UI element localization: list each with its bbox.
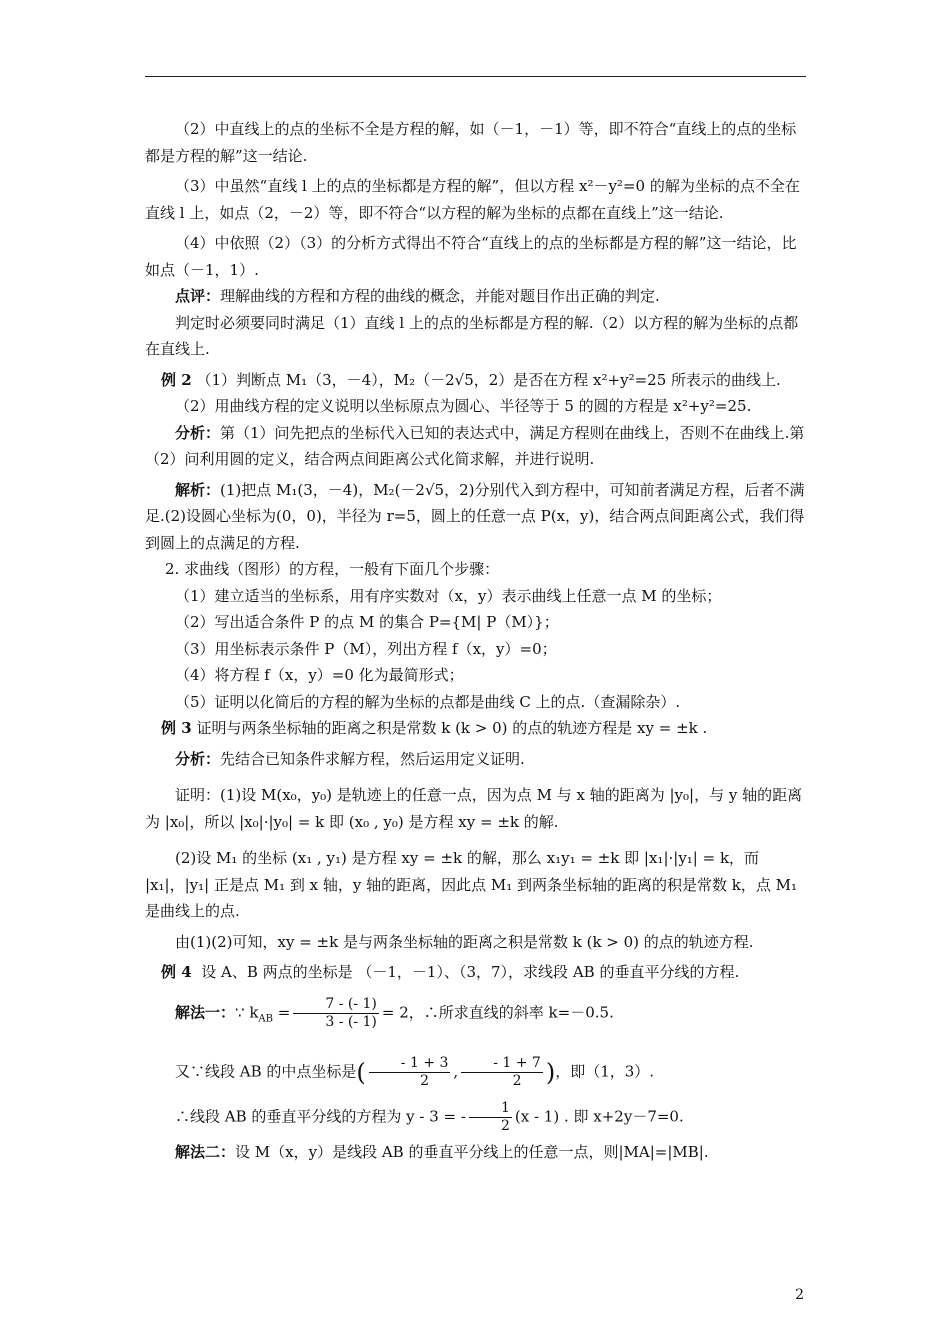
step-3: （3）用坐标表示条件 P（M），列出方程 f（x，y）=0；: [175, 639, 557, 658]
example-3-proof-2: (2)设 M₁ 的坐标 (x₁ , y₁) 是方程 xy = ±k 的解，那么 x₁y₁ = ±k 即 |x₁|·|y₁| = k，而 |x₁|，|y₁| 正是点 M₁ 到 x 轴，y 轴的距离，因此点 M₁ 到两条坐标轴的距离的积是常数 k，点 M₁ 是曲线上的点.: [145, 849, 797, 920]
ex3-analysis-text: 先结合已知条件求解方程，然后运用定义证明.: [220, 749, 525, 768]
comment-label: 点评：: [175, 287, 221, 305]
bisector-fraction: [469, 1100, 512, 1135]
bisector-text: ∴线段 AB 的垂直平分线的方程为 y - 3 = -: [175, 1107, 466, 1125]
solution-2-text: 设 M（x，y）是线段 AB 的垂直平分线上的任意一点，则|MA|=|MB|.: [235, 1142, 709, 1161]
example-4-label: 例 4: [161, 963, 192, 981]
example-2-analysis: [145, 420, 806, 473]
slope-subscript: AB: [258, 1013, 273, 1024]
example-4-q-text: 设 A、B 两点的坐标是 （－1，－1）、（3，7），求线段 AB 的垂直平分线的方程.: [201, 963, 740, 981]
midpoint-x-fraction: [369, 1055, 451, 1090]
example-3-conclusion: 由(1)(2)可知，xy = ±k 是与两条坐标轴的距离之积是常数 k (k > 0) 的点的轨迹方程.: [175, 932, 754, 951]
example-3-analysis: [145, 746, 806, 773]
example-3-question: [145, 715, 806, 742]
example-2-solution: [145, 477, 806, 557]
paragraph-analysis-3: （3）中虽然“直线 l 上的点的坐标都是方程的解”，但以方程 x²－y²=0 的解为坐标的点不全在直线 l 上，如点（2，－2）等，即不符合“以方程的解为坐标的点都在直线上”这一结论.: [145, 177, 800, 222]
paragraph-analysis-4: （4）中依照（2）（3）的分析方式得出不符合“直线上的点的坐标都是方程的解”这一结论，比如点（－1，1）.: [145, 234, 797, 279]
midpoint-result: ，即（1，3）.: [555, 1062, 655, 1080]
solution-2-label: 解法二：: [175, 1142, 236, 1161]
midpoint-line: 又∵线段 AB 的中点坐标是( $\frac{- 1 + 3}{2}$ , $\frac{- 1 + 7}{2}$ )，即（1，3）.: [175, 1054, 655, 1089]
midpoint-y-fraction: [461, 1055, 543, 1090]
slope-fraction: [293, 996, 379, 1031]
step-2: （2）写出适合条件 P 的点 M 的集合 P={M| P（M）}；: [175, 613, 559, 631]
close-paren: ): [545, 1057, 556, 1086]
example-4-question: [145, 959, 806, 986]
example-2-q1-text: （1）判断点 M₁（3，－4），M₂（－2√5，2）是否在方程 x²+y²=25 所表示的曲线上.: [196, 370, 781, 389]
midpoint-text: 又∵线段 AB 的中点坐标是: [175, 1062, 357, 1080]
slope-denominator: 3 - (- 1): [325, 1013, 377, 1030]
example-2-question-1: [145, 367, 806, 394]
example-2-label: 例 2: [161, 370, 192, 389]
slope-symbol: ∵ k: [235, 1003, 259, 1021]
page-number: 2: [795, 1287, 804, 1303]
example-3-proof-1: 证明：(1)设 M(x₀，y₀) 是轨迹上的任意一点，因为点 M 与 x 轴的距离为 |y₀|，与 y 轴的距离为 |x₀|，所以 |x₀|·|y₀| = k 即 (x₀ , y₀) 是方程 xy = ±k 的解.: [145, 786, 803, 831]
analysis-text: 第（1）问先把点的坐标代入已知的表达式中，满足方程则在曲线上，否则不在曲线上.第（2）问利用圆的定义，结合两点间距离公式化简求解，并进行说明.: [145, 423, 805, 468]
slope-result: = 2，∴所求直线的斜率 k=－0.5.: [381, 1003, 614, 1021]
example-2-question-2: （2）用曲线方程的定义说明以坐标原点为圆心、半径等于 5 的圆的方程是 x²+y²=25.: [175, 397, 752, 415]
example-3-q-text: 证明与两条坐标轴的距离之积是常数 k (k > 0) 的点的轨迹方程是 xy = ±k .: [196, 719, 708, 737]
open-paren: (: [356, 1057, 366, 1086]
midpoint-x-den: 2: [420, 1072, 430, 1089]
bisector-num: 1: [469, 1100, 512, 1118]
step-1: （1）建立适当的坐标系，用有序实数对（x，y）表示曲线上任意一点 M 的坐标；: [175, 586, 722, 605]
bisector-result: (x - 1) . 即 x+2y－7=0.: [514, 1107, 684, 1125]
step-5: （5）证明以化简后的方程的解为坐标的点都是曲线 C 上的点.（查漏除杂）.: [175, 692, 681, 711]
comment-text: 理解曲线的方程和方程的曲线的概念，并能对题目作出正确的判定.: [220, 287, 660, 305]
paragraph-judgement: 判定时必须要同时满足（1）直线 l 上的点的坐标都是方程的解.（2）以方程的解为坐标的点都在直线上.: [145, 313, 799, 358]
solution-1-label: 解法一：: [175, 1003, 236, 1021]
paragraph-comment: [145, 283, 806, 310]
header-rule: [145, 76, 806, 77]
example-3-label: 例 3: [161, 719, 192, 737]
solution-text: (1)把点 M₁(3，－4)，M₂(－2√5，2)分别代入到方程中，可知前者满足方程，后者不满足.(2)设圆心坐标为(0，0)，半径为 r=5，圆上的任意一点 P(x，y)，结合两点间距离公式，我们得到圆上的点满足的方程.: [145, 480, 805, 552]
midpoint-y-den: 2: [512, 1072, 522, 1089]
analysis-label: 分析：: [175, 423, 221, 442]
step-4: （4）将方程 f（x，y）=0 化为最简形式；: [175, 666, 464, 684]
document-body: [145, 116, 806, 1165]
midpoint-y-num: - 1 + 7: [461, 1055, 543, 1073]
midpoint-x-num: - 1 + 3: [369, 1055, 451, 1073]
solution-2: [145, 1139, 806, 1166]
solution-label: 解析：: [175, 480, 221, 499]
steps-title: 2. 求曲线（图形）的方程，一般有下面几个步骤：: [165, 560, 500, 578]
slope-numerator: 7 - (- 1): [293, 996, 379, 1014]
perpendicular-bisector-line: [145, 1100, 806, 1135]
bisector-den: 2: [500, 1117, 510, 1134]
ex3-analysis-label: 分析：: [175, 749, 221, 768]
solution-1-slope: 解法一：∵ $k_{AB}$ = $\frac{7 - (- 1)}{3 - (- 1)}$ = 2，∴所求直线的斜率 k=－0.5.: [175, 995, 614, 1030]
paragraph-analysis-2: （2）中直线上的点的坐标不全是方程的解，如（－1，－1）等，即不符合“直线上的点的坐标都是方程的解”这一结论.: [145, 120, 797, 165]
